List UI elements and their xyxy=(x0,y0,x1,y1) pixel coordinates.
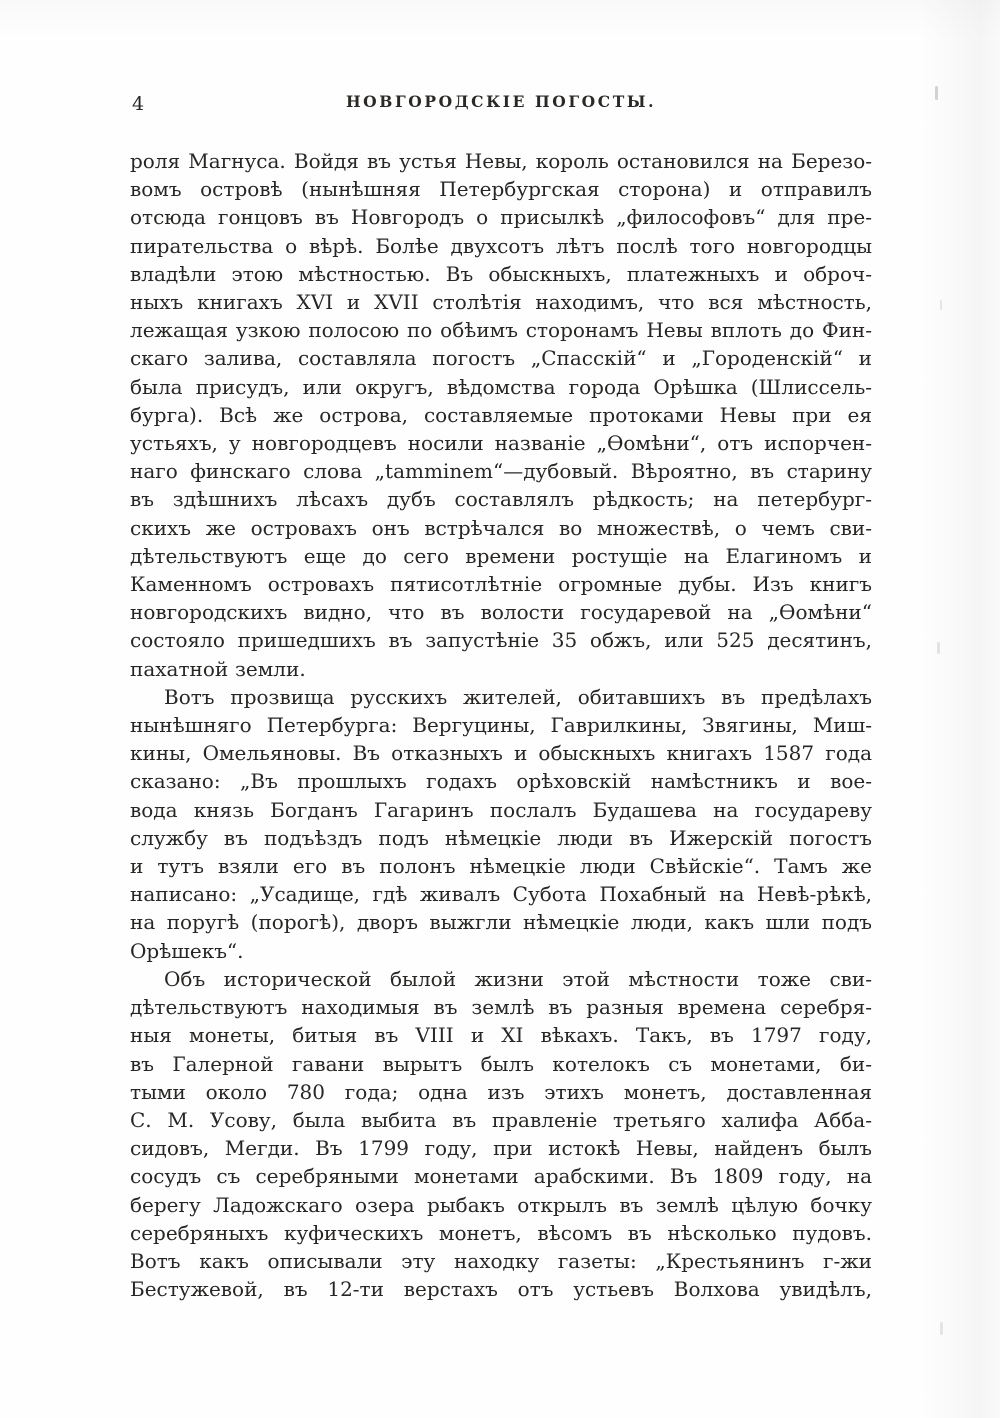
text-line: берегу Ладожскаго озера рыбакъ открылъ въ землѣ цѣлую бочку xyxy=(130,1192,872,1217)
text-line: пахатной земли. xyxy=(130,656,306,681)
paragraph xyxy=(130,147,872,683)
text-line: въ Галерной гавани вырытъ былъ котелокъ съ монетами, би- xyxy=(130,1051,872,1076)
text-line: Орѣшекъ“. xyxy=(130,938,244,963)
text-line: нынѣшняго Петербурга: Вергуцины, Гаврилкины, Звягины, Миш- xyxy=(130,713,872,738)
text-line: Вотъ прозвища русскихъ жителей, обитавшихъ въ предѣлахъ xyxy=(164,684,872,709)
text-line: и тутъ взяли его въ полонъ нѣмецкіе люди Свѣйскіе“. Тамъ же xyxy=(130,854,872,879)
text-line: дѣтельствуютъ еще до сего времени ростущіе на Елагиномъ и xyxy=(130,543,872,568)
text-line: кины, Омельяновы. Въ отказныхъ и обыскныхъ книгахъ 1587 года xyxy=(130,741,872,766)
text-line: отсюда гонцовъ въ Новгородъ о присылкѣ „философовъ“ для пре- xyxy=(130,205,872,230)
text-line: роля Магнуса. Войдя въ устья Невы, король остановился на Березо- xyxy=(130,149,872,173)
text-line: ныя монеты, битыя въ VIII и XI вѣкахъ. Такъ, въ 1797 году, xyxy=(130,1023,872,1048)
page-number: 4 xyxy=(132,93,145,115)
text-line: наго финскаго слова „tamminem“—дубовый. Вѣроятно, въ старину xyxy=(130,459,872,484)
text-line: устьяхъ, у новгородцевъ носили названіе „Ѳомѣни“, отъ испорчен- xyxy=(130,431,872,456)
running-title: НОВГОРОДСКІЕ ПОГОСТЫ. xyxy=(345,92,657,111)
text-line: лежащая узкою полосою по обѣимъ сторонамъ Невы вплоть до Фин- xyxy=(130,318,872,343)
text-line: С. М. Усову, была выбита въ правленіе третьяго халифа Абба- xyxy=(130,1107,872,1132)
text-line: новгородскихъ видно, что въ волости государевой на „Ѳомѣни“ xyxy=(130,600,872,625)
text-line: дѣтельствуютъ находимыя въ землѣ въ разныя времена серебря- xyxy=(130,995,872,1020)
paragraph xyxy=(130,965,872,1303)
text-block xyxy=(130,147,872,1303)
text-line: сидовъ, Мегди. Въ 1799 году, при истокѣ Невы, найденъ былъ xyxy=(130,1136,872,1161)
text-line: скихъ же островахъ онъ встрѣчался во множествѣ, о чемъ сви- xyxy=(130,515,872,540)
text-line: была присудъ, или округъ, вѣдомства города Орѣшка (Шлиссель- xyxy=(130,374,872,399)
text-line: службу въ подъѣздъ подъ нѣмецкіе люди въ Ижерскій погостъ xyxy=(130,825,872,850)
text-line: вомъ островѣ (нынѣшняя Петербургская сторона) и отправилъ xyxy=(130,177,872,202)
text-line: состояло пришедшихъ въ запустѣніе 35 обжъ, или 525 десятинъ, xyxy=(130,628,872,653)
paragraph xyxy=(130,683,872,965)
text-line: Каменномъ островахъ пятисотлѣтніе огромные дубы. Изъ книгъ xyxy=(130,572,872,597)
text-line: тыми около 780 года; одна изъ этихъ монетъ, доставленная xyxy=(130,1079,872,1104)
text-line: ныхъ книгахъ XVI и XVII столѣтія находимъ, что вся мѣстность, xyxy=(130,290,872,315)
text-line: Бестужевой, въ 12-ти верстахъ отъ устьевъ Волхова увидѣлъ, xyxy=(130,1277,872,1302)
text-line: написано: „Усадище, гдѣ живалъ Субота Похабный на Невѣ-рѣкѣ, xyxy=(130,882,872,907)
text-line: бурга). Всѣ же острова, составляемые протоками Невы при ея xyxy=(130,402,872,427)
text-line: въ здѣшнихъ лѣсахъ дубъ составлялъ рѣдкость; на петербург- xyxy=(130,487,872,512)
text-line: скаго залива, составляла погостъ „Спасскій“ и „Городенскій“ и xyxy=(130,346,872,371)
text-line: сказано: „Въ прошлыхъ годахъ орѣховскій намѣстникъ и вое- xyxy=(130,769,872,794)
text-line: сосудъ съ серебряными монетами арабскими. Въ 1809 году, на xyxy=(130,1164,872,1189)
scan-artifact xyxy=(940,1322,943,1335)
text-line: владѣли этою мѣстностью. Въ обыскныхъ, платежныхъ и оброч- xyxy=(130,261,872,286)
scan-artifact xyxy=(937,642,940,654)
scan-artifact xyxy=(935,86,938,100)
text-line: на поругѣ (порогѣ), дворъ выжгли нѣмецкіе люди, какъ шли подъ xyxy=(130,910,872,935)
text-line: пирательства о вѣрѣ. Болѣе двухсотъ лѣтъ послѣ того новгородцы xyxy=(130,233,872,258)
text-line: вода князь Богданъ Гагаринъ послалъ Будашева на государеву xyxy=(130,797,872,822)
text-line: Объ исторической былой жизни этой мѣстности тоже сви- xyxy=(164,966,872,991)
page-header xyxy=(130,92,872,116)
text-line: Вотъ какъ описывали эту находку газеты: „Крестьянинъ г-жи xyxy=(130,1248,872,1273)
scan-artifact xyxy=(940,300,942,310)
text-line: серебряныхъ куфическихъ монетъ, вѣсомъ въ нѣсколько пудовъ. xyxy=(130,1220,872,1245)
